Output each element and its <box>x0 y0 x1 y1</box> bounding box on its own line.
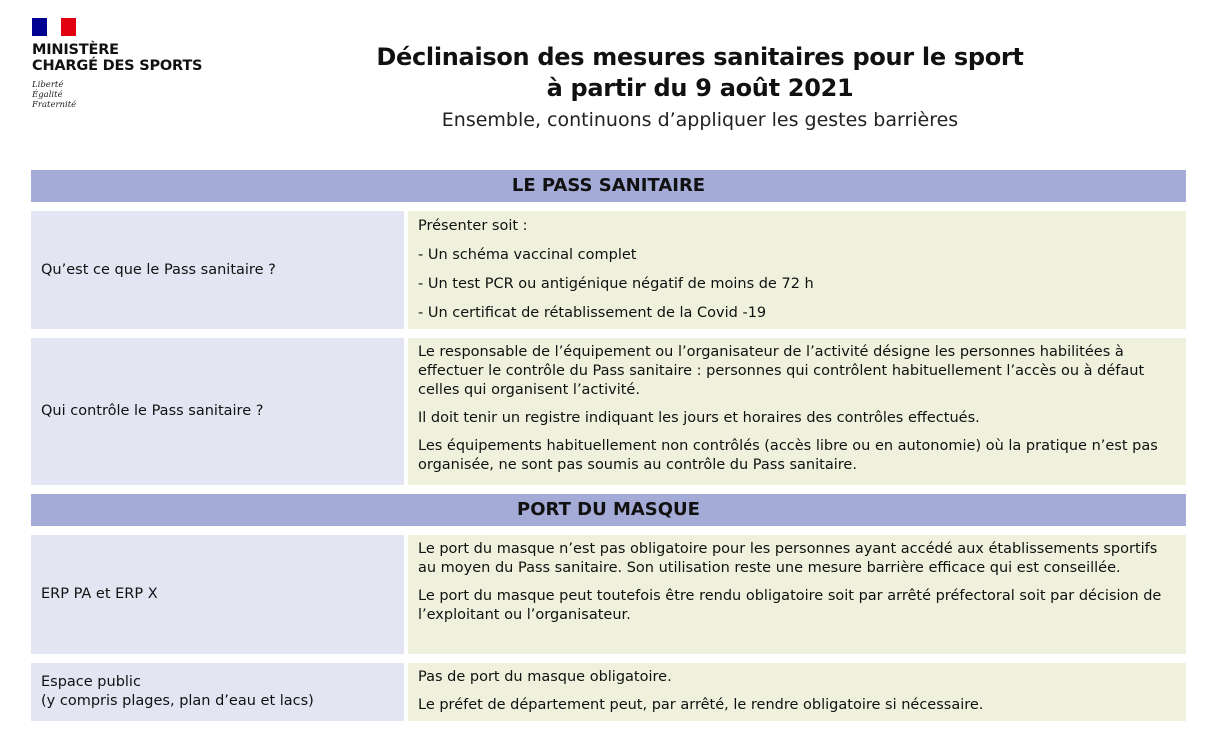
row-question: ERP PA et ERP X <box>31 535 404 654</box>
page-header <box>300 42 1100 133</box>
row-answer: Le responsable de l’équipement ou l’organisateur de l’activité désigne les personnes habilitées à effectuer le contrôle du Pass sanitaire : personnes qui contrôlent habituellement l’accès ou à défaut celles qui organisent l’activité. Il doit tenir un registre indiquant les jours et horaires des contrôles effectués. Les équipements habituellement non contrôlés (accès libre ou en autonomie) où la pratique n’est pas organisée, ne sont pas soumis au contrôle du Pass sanitaire. <box>408 338 1186 485</box>
section-heading-pass-sanitaire: LE PASS SANITAIRE <box>31 170 1186 202</box>
page-subtitle: Ensemble, continuons d’appliquer les gestes barrières <box>441 109 959 131</box>
french-flag-icon <box>32 18 76 36</box>
row-answer: Pas de port du masque obligatoire. Le préfet de département peut, par arrêté, le rendre obligatoire si nécessaire. <box>408 663 1186 721</box>
row-answer: Présenter soit : - Un schéma vaccinal complet - Un test PCR ou antigénique négatif de moins de 72 h - Un certificat de rétablissement de la Covid -19 <box>408 211 1186 329</box>
section-heading-port-du-masque: PORT DU MASQUE <box>31 494 1186 526</box>
measures-table <box>31 170 1186 730</box>
row-question: Espace public (y compris plages, plan d’eau et lacs) <box>31 663 404 721</box>
table-row <box>31 338 1186 485</box>
republic-motto: Liberté Égalité Fraternité <box>32 80 77 110</box>
page-title: Déclinaison des mesures sanitaires pour le sport à partir du 9 août 2021 <box>376 43 1024 102</box>
row-question: Qui contrôle le Pass sanitaire ? <box>31 338 404 485</box>
table-row <box>31 211 1186 329</box>
ministry-logo <box>32 18 202 110</box>
ministry-name: MINISTÈRE CHARGÉ DES SPORTS <box>32 42 203 74</box>
row-answer: Le port du masque n’est pas obligatoire pour les personnes ayant accédé aux établissements sportifs au moyen du Pass sanitaire. Son utilisation reste une mesure barrière efficace qui est conseillée. Le port du masque peut toutefois être rendu obligatoire soit par arrêté préfectoral soit par décision de l’exploitant ou l’organisateur. <box>408 535 1186 654</box>
table-row <box>31 535 1186 654</box>
row-question: Qu’est ce que le Pass sanitaire ? <box>31 211 404 329</box>
table-row <box>31 663 1186 721</box>
